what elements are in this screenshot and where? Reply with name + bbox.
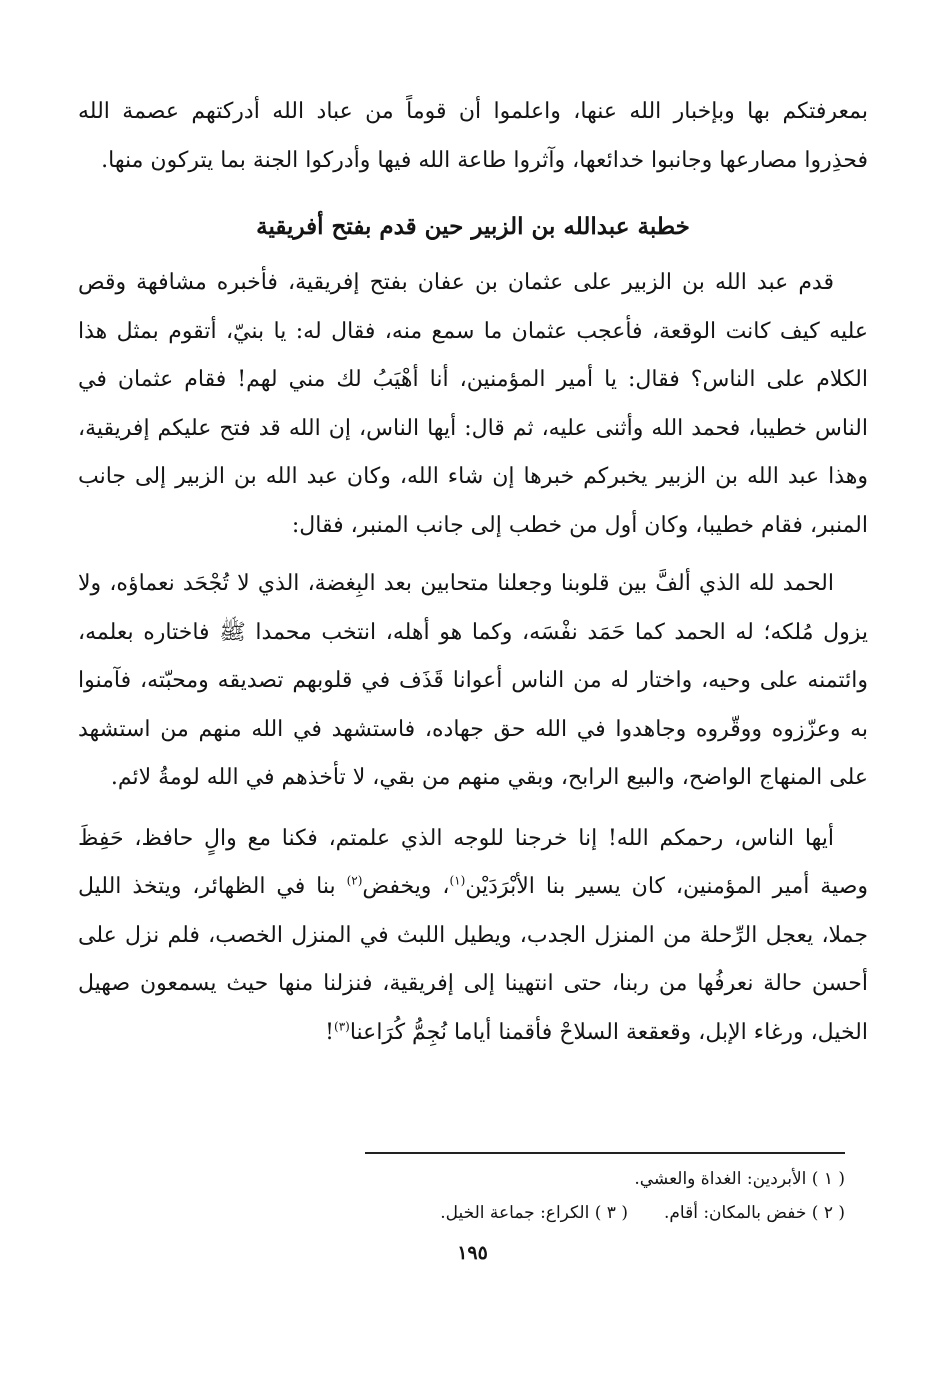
intro-paragraph: بمعرفتكم بها وبإخبار الله عنها، واعلموا أن قوماً من عباد الله أدركتهم عصمة الله فحذِروا مصارعها وجانبوا خدائعها، وآثروا طاعة الله فيها وأدركوا الجنة بما يتركون منها. [78,99,868,173]
footnote-ref-2: (٢) [346,873,363,888]
paragraph-3-text-d: ! [325,1019,335,1045]
paragraph-3-text-c: بنا في الظهائر، ويتخذ الليل جملا، يعجل الرِّحلة من المنزل الجدب، ويطيل اللبث في المنزل الخصب، فلم نزل على أحسن حالة نعرفُها من ربنا، حتى انتهينا إلى إفريقية، فنزلنا منها حيث يسمعون صهيل الخيل، ورغاء الإبل، وقعقعة السلاحْ فأقمنا أياما نُجِمُّ كُرَاعنا [78,874,868,1045]
paragraph-2: الحمد لله الذي ألفَّ بين قلوبنا وجعلنا متحابين بعد البِغضة، الذي لا تُجْحَد نعماؤه، ولا يزول مُلكه؛ له الحمد كما حَمَد نفْسَه، وكما هو أهله، انتخب محمدا ﷺ فاختاره بعلمه، وائتمنه على وحيه، واختار له من الناس أعوانا قَذَف في قلوبهم تصديقه ومحبّته، فآمنوا به وعزّزوه ووقّروه وجاهدوا في الله حق جهاده، فاستشهد في الله منهم من استشهد على المنهاج الواضح، والبيع الرابح، وبقي منهم من بقي، لا تأخذهم في الله لومةُ لائم. [78,571,868,790]
footnote-ref-3: (٣) [334,1019,350,1034]
footnote-1: ( ١ ) الأبردين: الغداة والعشي. [634,1169,845,1189]
paragraph-3-text-b: ، ويخفض [362,874,450,899]
page-number: ١٩٥ [457,1242,488,1264]
document-body [78,88,868,1057]
paragraph-1: قدم عبد الله بن الزبير على عثمان بن عفان بفتح إفريقية، فأخبره مشافهة وقص عليه كيف كانت الوقعة، فأعجب عثمان ما سمع منه، فقال له: يا بنيّ، أتقوم بمثل هذا الكلام على الناس؟ فقال: يا أمير المؤمنين، أنا أهْيَبُ لك مني لهم! فقام عثمان في الناس خطيبا، فحمد الله وأثنى عليه، ثم قال: أيها الناس، إن الله قد فتح عليكم إفريقية، وهذا عبد الله بن الزبير يخبركم خبرها إن شاء الله، وكان عبد الله بن الزبير إلى جانب المنبر، فقام خطيبا، وكان أول من خطب إلى جانب المنبر، فقال: [78,270,868,538]
paragraph-3 [78,815,868,1058]
footnotes [78,1162,845,1230]
paragraph-3-text-a: أيها الناس، رحمكم الله! إنا خرجنا للوجه الذي علمتم، فكنا مع والٍ حافظ، حَفِظَ وصية أمير المؤمنين، كان يسير بنا الأبْرَدَيْن [78,825,869,899]
footnote-ref-1: (١) [449,873,466,888]
footnote-3: ( ٣ ) الكراع: جماعة الخيل. [440,1203,628,1223]
section-heading: خطبة عبدالله بن الزبير حين قدم بفتح أفريقية [256,213,690,240]
footnote-2: ( ٢ ) خفض بالمكان: أقام. [663,1203,845,1223]
footnote-divider [365,1152,845,1154]
footnote-row-2 [78,1196,845,1230]
